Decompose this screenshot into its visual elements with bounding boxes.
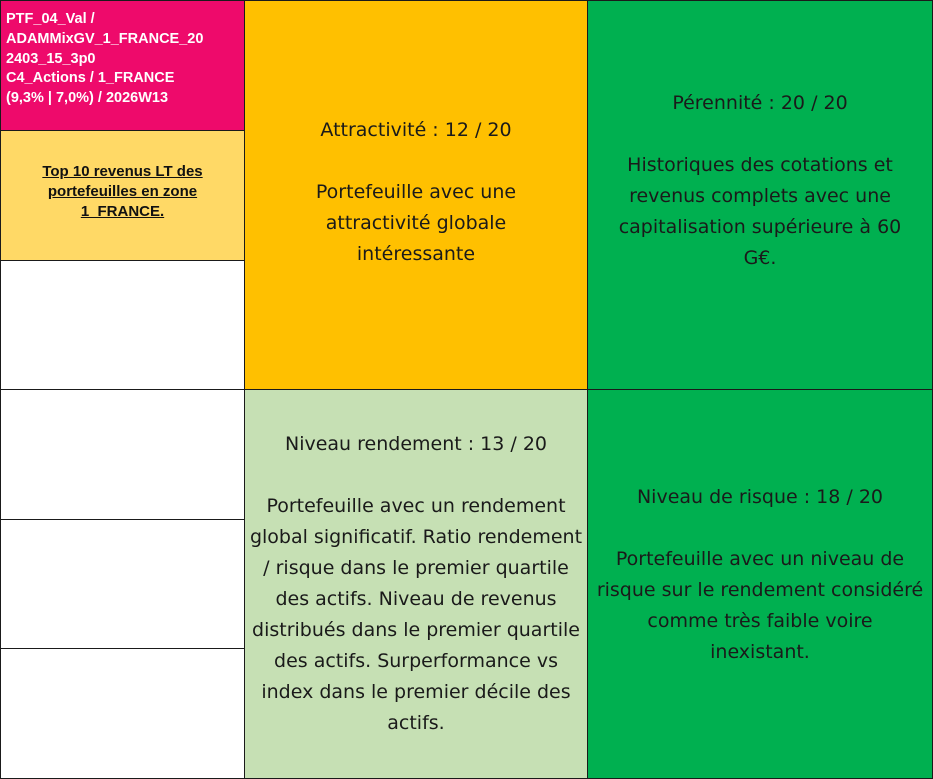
rendement-title: Niveau rendement : 13 / 20 [284,433,548,455]
risque-card [587,389,933,779]
rendement-card [244,389,588,779]
perennite-title: Pérennité : 20 / 20 [672,92,848,114]
top-banner-line-3: 1_FRANCE. [80,203,165,220]
top-revenus-banner [0,130,245,261]
risque-description: Portefeuille avec un niveau de risque sur le rendement considéré comme très faible voire inexistant. [596,548,924,663]
attractivite-card [244,0,588,390]
empty-cell [0,648,245,779]
perennite-description: Historiques des cotations et revenus complets avec une capitalisation supérieure à 60 G€. [618,154,902,269]
empty-cell [0,260,245,390]
portfolio-id-line-4: C4_Actions / 1_FRANCE [6,70,175,87]
top-banner-line-2: portefeuilles en zone [47,183,198,200]
top-banner-line-1: Top 10 revenus LT des [42,163,203,180]
attractivite-description: Portefeuille avec une attractivité globale intéressante [315,180,517,265]
empty-cell [0,389,245,520]
portfolio-id-header [0,0,245,131]
attractivite-title: Attractivité : 12 / 20 [320,118,512,141]
portfolio-id-line-5: (9,3% | 7,0%) / 2026W13 [6,90,169,107]
risque-title: Niveau de risque : 18 / 20 [636,486,884,508]
portfolio-id-line-2: ADAMMixGV_1_FRANCE_20 [6,30,204,47]
portfolio-id-line-1: PTF_04_Val / [6,11,95,27]
perennite-card [587,0,933,390]
rendement-description: Portefeuille avec un rendement global significatif. Ratio rendement / risque dans le premier quartile des actifs. Niveau de revenus distribués dans le premier quartile des actifs. Surperformance vs index dans le premier décile des actifs. [249,495,583,734]
empty-cell [0,519,245,649]
portfolio-id-line-3: 2403_15_3p0 [6,50,96,67]
